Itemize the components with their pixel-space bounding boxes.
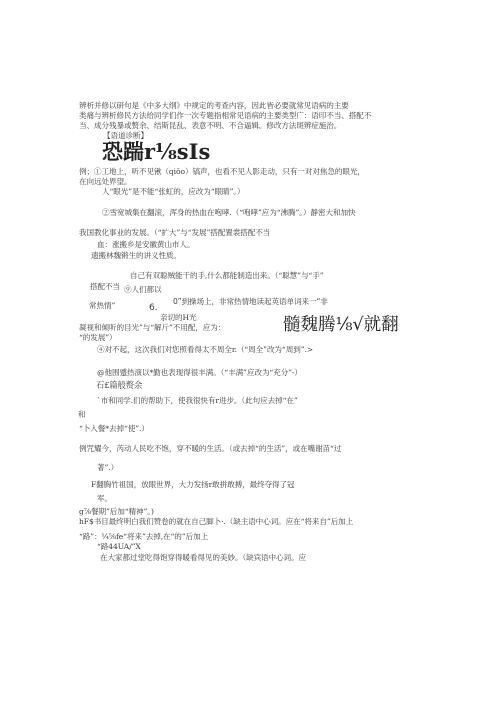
item-numeral: 6. (149, 303, 158, 313)
text-line: 搭配不当 (90, 282, 120, 291)
text-line: 血：涨搬乡是安徽黄山市人。 (97, 240, 195, 249)
text-line: 在大家都过堂吃得饱穿得暖看得见的美妙。（缺宾语中心词。应 (100, 553, 307, 562)
text-line: 0”到操场上，非常热情地读起英语单词来一“非 (173, 297, 328, 306)
text-line: 我国教化事业的发展。（“扩大”与“发展”搭配置裳搭配不当 (79, 228, 271, 237)
text-line: 石£篇般赘余 (96, 380, 143, 390)
text-line: “卜入餐*去掉“使”.） (79, 424, 149, 433)
ocr-large-glyphs: 恐踹r⅛sIs (102, 139, 211, 164)
text-line: 著”.） (97, 463, 119, 472)
text-line: 自己有双聪贼能干的手,什么都能制造出来。（“聪慧”与“手” (130, 271, 324, 280)
text-line: ④对不起，这次我们对您照看得太不周全r.（“周全”改为“周到”.> (97, 345, 314, 354)
text-line: “的发展”） (79, 333, 117, 342)
text-line: 人“眼光”是不能“张虹的，应改为“眼睛”。） (102, 187, 245, 196)
text-line: 军。 (97, 494, 112, 503)
text-line: 在向远处界望。 (79, 177, 132, 186)
text-line: “路”：¼⅝fe“将来”去掉,在“的”后加上 (79, 532, 209, 541)
text-line: 例；①工地上，听不见锹（qiǒo）镐声，也看不见人影走动，只有一对对焦急的眼光， (79, 167, 365, 176)
text-line: g⅞餐期”后加“精神”。) (79, 507, 154, 516)
text-line: “路44UA/”X (97, 542, 141, 551)
text-line: ⑨人们都以 (124, 285, 162, 294)
text-line: `市和同学.们的帮助下，使我很快有r进步。（此句应去掉“在” (97, 396, 298, 405)
text-line: 亲切的H光 (160, 313, 197, 322)
text-line: @他围蹙热演以*勤也表现得很丰满。（“丰满”应改为“充分”-） (97, 368, 302, 377)
text-line: 辨析并修以研句是《中多大纲》中规定的考查内容，因此皆必要就常见语病的主要 (79, 101, 349, 110)
text-line: 和 (78, 410, 86, 419)
text-line: 遗搬林魏锵生的讲义性质。 (91, 251, 181, 260)
text-line: F翻胸竹祖国，放眼世界，大力发扬r敢拼敢搏，最终夺得了冠 (91, 480, 295, 489)
section-heading: 【语道诊断】 (103, 131, 148, 140)
text-line: 凝视和倾听的目光”与“解斤”不用配，应为： (79, 323, 226, 332)
text-line: ②雪宽城集在翻滚，浑身的热血在咆哮.（“咆哮”应为“沸腾”。）静密大和加快 (102, 208, 356, 217)
text-line: 类痛与辨析修民方法给同学们作一次专题指相常见语病的主要类型广：语印不当、搭配不 (79, 111, 372, 120)
text-line: 当、成分残暴或赘余、结斯昆乱、表意不明、不合逼辑。修改方法斑辨症施治。 (79, 121, 342, 130)
text-line: hF$书目最终明白我们赞卷的就在自己脚卜·.（缺主语中心词。应在“将来自”后加上 (79, 517, 354, 526)
ocr-large-glyphs: 髓魏腾⅛√就翻 (283, 315, 399, 335)
text-line: 例咒耀今，芮动人民吃不饱，穿不暖的生活。（或去掉“的生活”，或在嘴谢苗“过 (79, 444, 342, 453)
text-line: 常热情” (89, 301, 116, 310)
